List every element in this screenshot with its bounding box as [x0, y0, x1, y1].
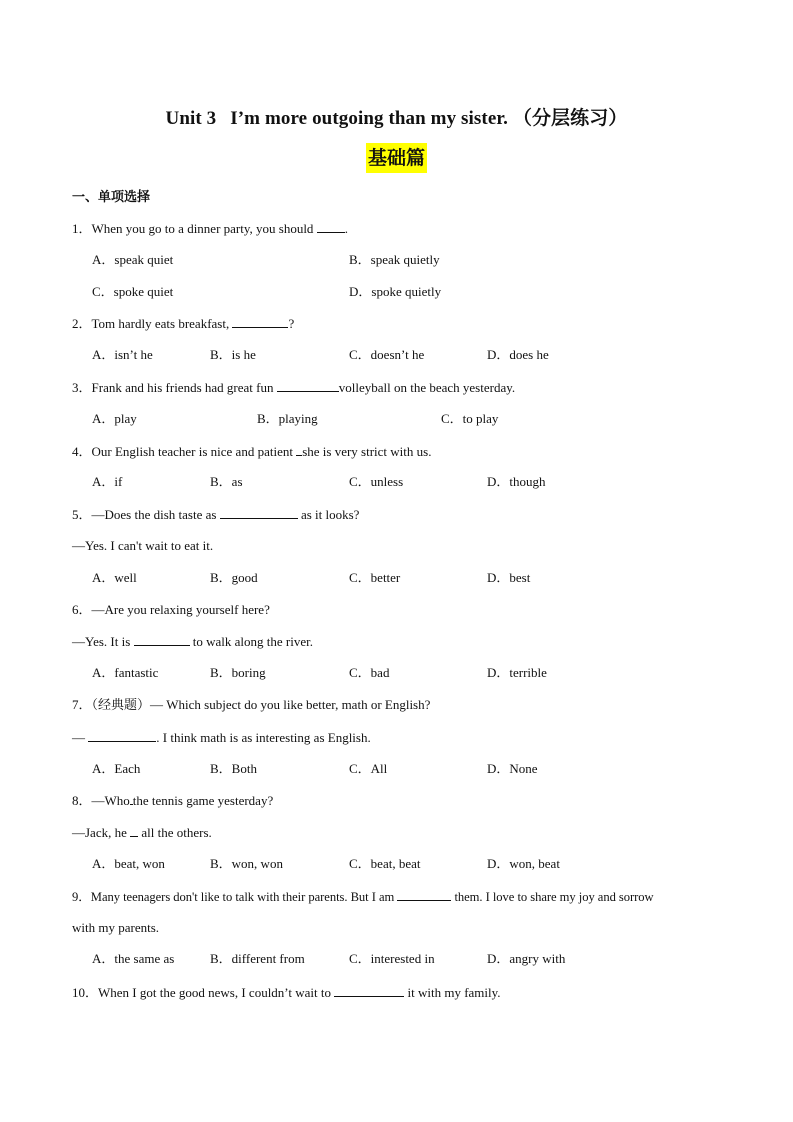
- question-8-stem: [72, 792, 273, 809]
- option-b: B．good: [210, 570, 258, 585]
- question-number: 3．: [72, 380, 92, 395]
- answer-blank: [134, 633, 190, 646]
- option-b: B．is he: [210, 347, 256, 362]
- option-d: D．though: [487, 474, 546, 489]
- question-number: 8．: [72, 793, 92, 808]
- question-tag: （经典题）: [91, 697, 151, 712]
- question-text: to walk along the river.: [189, 634, 313, 649]
- question-text: . I think math is as interesting as English.: [156, 730, 371, 745]
- option-a: A．fantastic: [92, 665, 159, 680]
- option-d: D．spoke quietly: [349, 284, 442, 299]
- question-text: —Who: [91, 793, 130, 808]
- option-b: B．as: [210, 474, 243, 489]
- question-text: the tennis game yesterday?: [132, 793, 274, 808]
- question-text: Our English teacher is nice and patient: [91, 444, 297, 459]
- option-b: B．boring: [210, 665, 266, 680]
- question-9-stem-continued: with my parents.: [72, 920, 160, 935]
- question-number: 10．: [72, 985, 99, 1000]
- answer-blank: [130, 824, 138, 837]
- answer-blank: [397, 888, 451, 901]
- question-7-stem: [72, 697, 430, 713]
- title-main: I’m more outgoing than my sister. （分层练习）: [230, 108, 628, 129]
- option-d: D．terrible: [487, 665, 547, 680]
- question-10-stem: [72, 984, 501, 1001]
- option-c: C．interested in: [349, 951, 435, 966]
- question-text: ?: [288, 316, 295, 331]
- question-text: —Yes. It is: [72, 634, 134, 649]
- question-text: as it looks?: [297, 507, 360, 522]
- question-5-stem: [72, 506, 359, 523]
- question-text: all the others.: [138, 825, 212, 840]
- question-text: Tom hardly eats breakfast,: [91, 316, 233, 331]
- question-6-reply: [72, 633, 313, 650]
- question-text: — Which subject do you like better, math or English?: [150, 697, 431, 712]
- question-number: 4．: [72, 444, 92, 459]
- title-unit: Unit 3: [165, 108, 217, 129]
- subtitle-wrap: [0, 143, 793, 173]
- question-7-reply: [72, 729, 371, 746]
- question-3-stem: [72, 379, 515, 396]
- question-number: 9．: [72, 890, 91, 904]
- question-text: them. I love to share my joy and sorrow: [451, 890, 654, 904]
- option-c: C．unless: [349, 474, 404, 489]
- section-heading: 一、单项选择: [72, 190, 151, 205]
- question-text: When you go to a dinner party, you should: [91, 221, 317, 236]
- option-c: C．beat, beat: [349, 856, 421, 871]
- page-title: [0, 103, 793, 130]
- option-c: C．to play: [441, 411, 499, 426]
- option-c: C．better: [349, 570, 401, 585]
- option-c: C．doesn’t he: [349, 347, 425, 362]
- question-text: .: [344, 221, 348, 236]
- option-a: A．well: [92, 570, 137, 585]
- question-number: 6．: [72, 602, 92, 617]
- answer-blank: [317, 220, 345, 233]
- question-text: —: [72, 730, 89, 745]
- question-text: it with my family.: [404, 985, 501, 1000]
- option-b: B．won, won: [210, 856, 283, 871]
- option-d: D．angry with: [487, 951, 566, 966]
- question-text: —Jack, he: [72, 825, 131, 840]
- question-text: —Are you relaxing yourself here?: [91, 602, 270, 617]
- question-4-stem: [72, 443, 431, 460]
- question-number: 2．: [72, 316, 92, 331]
- option-a: A．isn’t he: [92, 347, 153, 362]
- option-a: A．speak quiet: [92, 252, 174, 267]
- option-a: A．if: [92, 474, 123, 489]
- option-d: D．does he: [487, 347, 549, 362]
- option-b: B．different from: [210, 951, 305, 966]
- option-c: C．All: [349, 761, 388, 776]
- option-b: B．speak quietly: [349, 252, 440, 267]
- question-2-stem: [72, 315, 294, 332]
- question-6-stem: [72, 602, 270, 618]
- option-d: D．None: [487, 761, 538, 776]
- question-number: 7．: [72, 697, 92, 712]
- question-text: volleyball on the beach yesterday.: [338, 380, 516, 395]
- question-9-stem: [72, 888, 654, 905]
- question-text: Many teenagers don't like to talk with their parents. But I am: [90, 890, 398, 904]
- question-number: 1．: [72, 221, 92, 236]
- option-c: C．spoke quiet: [92, 284, 174, 299]
- question-text: she is very strict with us.: [302, 444, 432, 459]
- answer-blank: [88, 729, 156, 742]
- answer-blank: [220, 506, 298, 519]
- question-text: When I got the good news, I couldn’t wait to: [98, 985, 335, 1000]
- question-text: —Does the dish taste as: [91, 507, 220, 522]
- option-a: A．play: [92, 411, 137, 426]
- option-b: B．playing: [257, 411, 318, 426]
- option-a: A．the same as: [92, 951, 175, 966]
- option-c: C．bad: [349, 665, 390, 680]
- option-d: D．best: [487, 570, 531, 585]
- subtitle-highlight: 基础篇: [366, 143, 427, 173]
- question-number: 5．: [72, 507, 92, 522]
- answer-blank: [334, 984, 404, 997]
- question-text: Frank and his friends had great fun: [91, 380, 277, 395]
- option-b: B．Both: [210, 761, 257, 776]
- option-d: D．won, beat: [487, 856, 560, 871]
- question-5-reply: —Yes. I can't wait to eat it.: [72, 538, 214, 553]
- answer-blank: [277, 379, 339, 392]
- option-a: A．Each: [92, 761, 141, 776]
- question-8-reply: [72, 824, 212, 841]
- option-a: A．beat, won: [92, 856, 165, 871]
- answer-blank: [232, 315, 288, 328]
- question-1-stem: [72, 220, 348, 237]
